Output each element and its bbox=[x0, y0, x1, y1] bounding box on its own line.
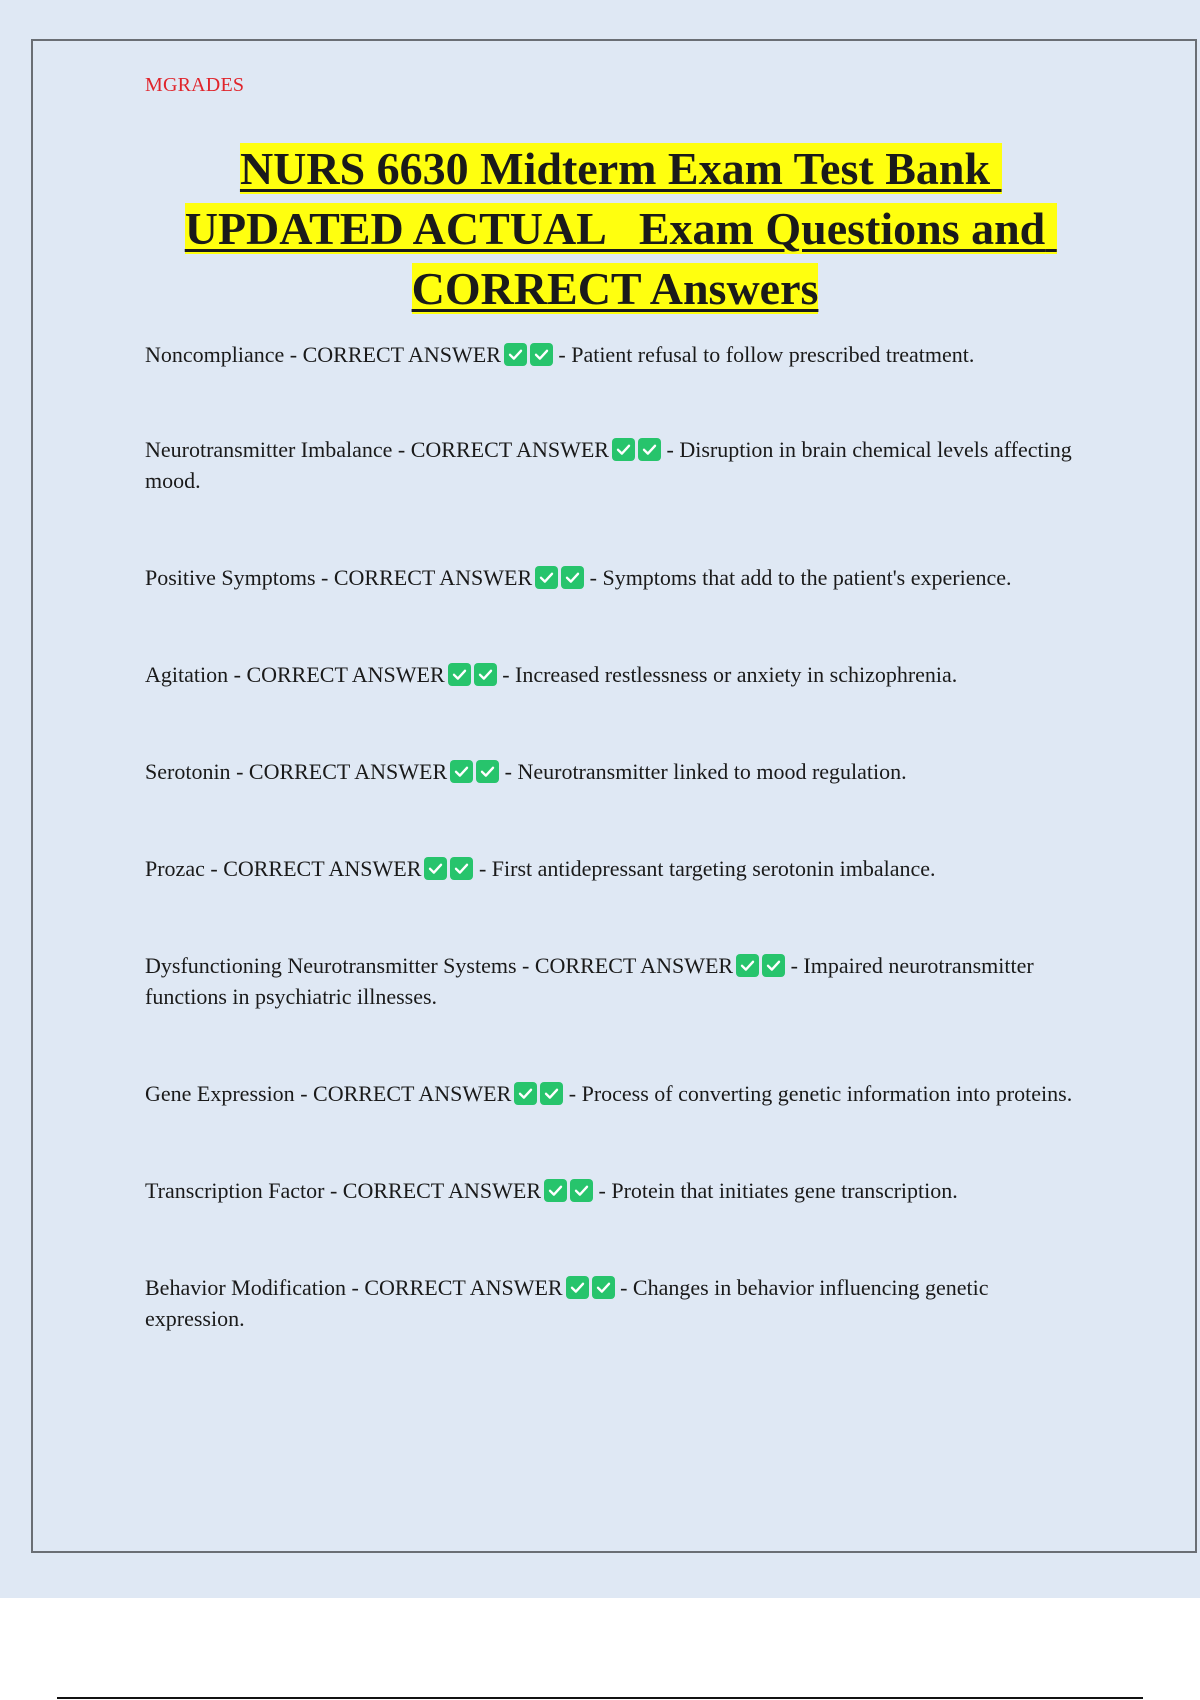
qa-item: Behavior Modification - CORRECT ANSWER - Changes in behavior influencing genetic expression. bbox=[145, 1275, 989, 1331]
qa-item: Noncompliance - CORRECT ANSWER - Patient refusal to follow prescribed treatment. bbox=[145, 342, 975, 367]
qa-list bbox=[145, 339, 1085, 1334]
qa-item: Transcription Factor - CORRECT ANSWER - Protein that initiates gene transcription. bbox=[145, 1178, 958, 1203]
document-body bbox=[145, 70, 1085, 1400]
qa-item: Prozac - CORRECT ANSWER - First antidepressant targeting serotonin imbalance. bbox=[145, 856, 936, 881]
check-box-icon bbox=[450, 857, 473, 880]
definition-text: Disruption in brain chemical levels affecting mood. bbox=[145, 437, 1072, 493]
answer-marker: CORRECT ANSWER bbox=[333, 565, 533, 590]
check-box-icon bbox=[544, 1179, 567, 1202]
answer-marker: CORRECT ANSWER bbox=[246, 662, 445, 687]
check-box-icon bbox=[736, 954, 759, 977]
answer-marker: CORRECT ANSWER bbox=[342, 1178, 542, 1203]
qa-item: Positive Symptoms - CORRECT ANSWER - Symptoms that add to the patient's experience. bbox=[145, 565, 1012, 590]
answer-marker: CORRECT ANSWER bbox=[248, 759, 448, 784]
check-box-icon bbox=[424, 857, 447, 880]
answer-marker: CORRECT ANSWER bbox=[302, 342, 501, 367]
qa-item: Agitation - CORRECT ANSWER - Increased restlessness or anxiety in schizophrenia. bbox=[145, 662, 958, 687]
term-text: Agitation bbox=[145, 662, 229, 687]
qa-item: Gene Expression - CORRECT ANSWER - Process of converting genetic information into proteins. bbox=[145, 1081, 1073, 1106]
term-text: Noncompliance bbox=[145, 342, 285, 367]
answer-marker: CORRECT ANSWER bbox=[534, 953, 734, 978]
check-box-icon bbox=[450, 760, 473, 783]
term-text: Behavior Modification bbox=[145, 1275, 347, 1300]
term-text: Prozac bbox=[145, 856, 205, 881]
check-box-icon bbox=[561, 566, 584, 589]
definition-text: Impaired neurotransmitter functions in psychiatric illnesses. bbox=[145, 953, 1034, 1009]
check-box-icon bbox=[638, 438, 661, 461]
term-text: Dysfunctioning Neurotransmitter Systems bbox=[145, 953, 517, 978]
answer-marker: CORRECT ANSWER bbox=[313, 1081, 512, 1106]
qa-item: Dysfunctioning Neurotransmitter Systems - CORRECT ANSWER - Impaired neurotransmitter functions in psychiatric illnesses. bbox=[145, 953, 1034, 1009]
document-title bbox=[145, 139, 1085, 319]
definition-text: Process of converting genetic information into proteins. bbox=[581, 1081, 1073, 1106]
footer-divider bbox=[57, 1697, 1143, 1699]
answer-marker: CORRECT ANSWER bbox=[364, 1275, 563, 1300]
brand-label: MGRADES bbox=[145, 74, 245, 96]
check-box-icon bbox=[514, 1082, 537, 1105]
definition-text: Neurotransmitter linked to mood regulation. bbox=[517, 759, 907, 784]
qa-item: Neurotransmitter Imbalance - CORRECT ANSWER - Disruption in brain chemical levels affecting mood. bbox=[145, 437, 1072, 493]
term-text: Positive Symptoms bbox=[145, 565, 316, 590]
check-box-icon bbox=[762, 954, 785, 977]
definition-text: Increased restlessness or anxiety in schizophrenia. bbox=[515, 662, 958, 687]
check-box-icon bbox=[570, 1179, 593, 1202]
check-box-icon bbox=[540, 1082, 563, 1105]
check-box-icon bbox=[535, 566, 558, 589]
answer-marker: CORRECT ANSWER bbox=[410, 437, 609, 462]
definition-text: Changes in behavior influencing genetic expression. bbox=[145, 1275, 989, 1331]
definition-text: Symptoms that add to the patient's experience. bbox=[602, 565, 1012, 590]
title-text: NURS 6630 Midterm Exam Test Bank UPDATED ACTUAL Exam Questions and CORRECT Answers bbox=[184, 143, 1057, 314]
answer-marker: CORRECT ANSWER bbox=[223, 856, 422, 881]
check-box-icon bbox=[504, 343, 527, 366]
term-text: Serotonin bbox=[145, 759, 231, 784]
definition-text: Patient refusal to follow prescribed treatment. bbox=[571, 342, 975, 367]
check-box-icon bbox=[612, 438, 635, 461]
qa-item: Serotonin - CORRECT ANSWER - Neurotransmitter linked to mood regulation. bbox=[145, 759, 907, 784]
check-box-icon bbox=[476, 760, 499, 783]
term-text: Transcription Factor bbox=[145, 1178, 325, 1203]
definition-text: Protein that initiates gene transcription. bbox=[611, 1178, 958, 1203]
check-box-icon bbox=[592, 1276, 615, 1299]
check-box-icon bbox=[448, 663, 471, 686]
definition-text: First antidepressant targeting serotonin imbalance. bbox=[491, 856, 936, 881]
check-box-icon bbox=[566, 1276, 589, 1299]
check-box-icon bbox=[530, 343, 553, 366]
check-box-icon bbox=[474, 663, 497, 686]
term-text: Neurotransmitter Imbalance bbox=[145, 437, 393, 462]
term-text: Gene Expression bbox=[145, 1081, 295, 1106]
